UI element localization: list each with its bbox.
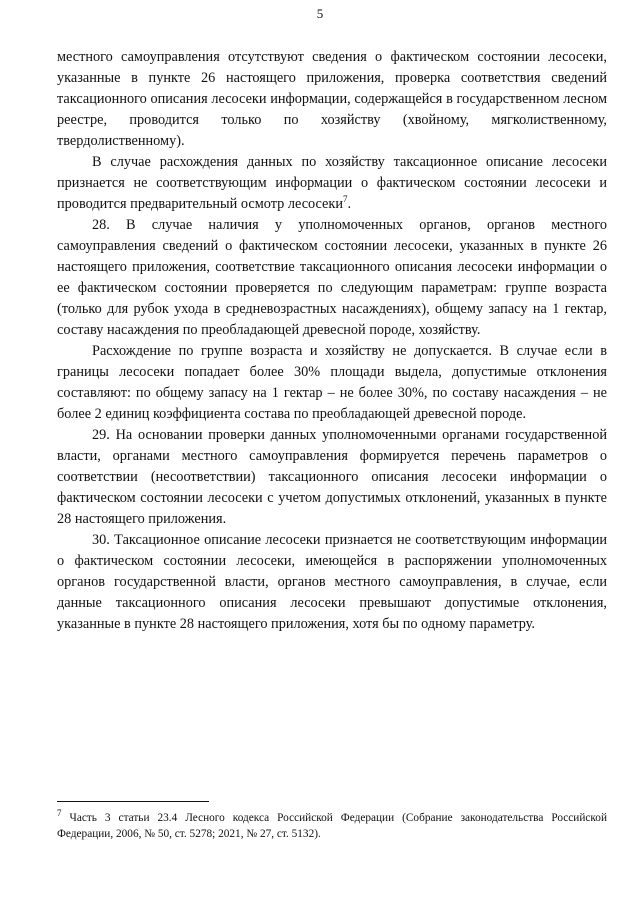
footnote-divider [57,801,209,802]
paragraph-tolerances: Расхождение по группе возраста и хозяйству не допускается. В случае если в границы лесосеки попадает более 30% площади выдела, допустимые отклонения составляют: по общему запасу на 1 гектар – не более 30%, по составу насаждения – не более 2 единиц коэффициента состава по преобладающей древесной породе. [57,343,607,422]
footnote-reference[interactable]: 7 [343,194,348,205]
footnote [57,810,607,842]
footnote-text: Часть 3 статьи 23.4 Лесного кодекса Российской Федерации (Собрание законодательства Российской Федерации, 2006, № 50, ст. 5278; 2021, № 27, ст. 5132). [57,812,607,840]
paragraph-discrepancy-text: В случае расхождения данных по хозяйству таксационное описание лесосеки признается не соответствующим информации о фактическом состоянии лесосеки и проводится предварительный осмотр лесосеки [57,154,607,212]
footnote-marker: 7 [57,808,62,819]
paragraph-discrepancy [57,152,607,215]
paragraph-29: 29. На основании проверки данных уполномоченными органами государственной власти, органами местного самоуправления формируется перечень параметров о соответствии (несоответствии) таксационного описания лесосеки информации о фактическом состоянии лесосеки с учетом допустимых отклонений, указанных в пункте 28 настоящего приложения. [57,427,607,527]
paragraph-28: 28. В случае наличия у уполномоченных органов, органов местного самоуправления сведений о фактическом состоянии лесосеки, указанных в пункте 26 настоящего приложения, соответствие таксационного описания лесосеки информации о ее фактическом состоянии проверяется по следующим параметрам: группе возраста (только для рубок ухода в средневозрастных насаждениях), общему запасу на 1 гектар, составу насаждения по преобладающей древесной породе, хозяйству. [57,217,607,338]
paragraph-30: 30. Таксационное описание лесосеки признается не соответствующим информации о фактическом состоянии лесосеки, имеющейся в распоряжении уполномоченных органов государственной власти, органов местного самоуправления, в случае, если данные таксационного описания лесосеки превышают допустимые отклонения, указанные в пункте 28 настоящего приложения, хотя бы по одному параметру. [57,532,607,632]
paragraph-continuation: местного самоуправления отсутствуют сведения о фактическом состоянии лесосеки, указанные в пункте 26 настоящего приложения, проверка соответствия сведений таксационного описания лесосеки информации, содержащейся в государственном лесном реестре, проводится только по хозяйству (хвойному, мягколиственному, твердолиственному). [57,49,607,149]
page-number: 5 [316,6,324,21]
document-body [57,47,607,635]
paragraph-end-period: . [347,196,352,212]
